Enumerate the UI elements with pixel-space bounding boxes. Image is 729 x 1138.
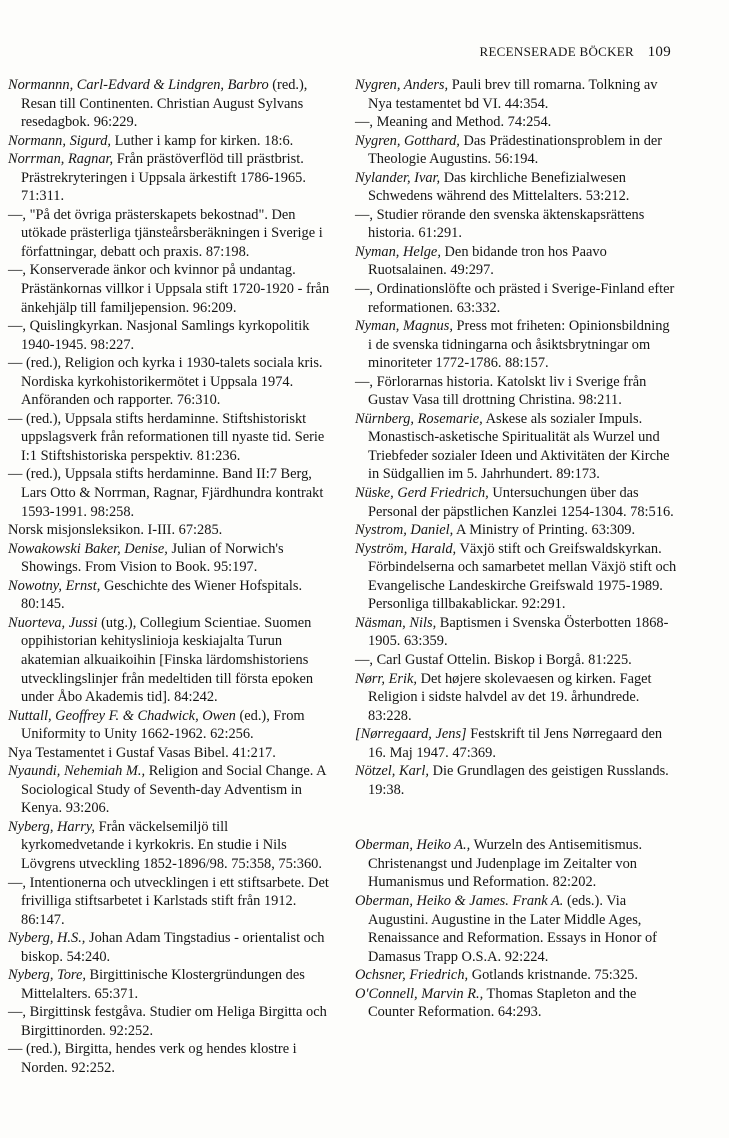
entry-author: Nuorteva, Jussi: [8, 614, 98, 631]
entry-author: O'Connell, Marvin R.,: [355, 985, 484, 1002]
bibliography-entry: [355, 132, 677, 169]
entry-author: Nowakowski Baker, Denise,: [8, 540, 168, 557]
entry-author: Oberman, Heiko & James. Frank A.: [355, 892, 564, 909]
entry-author: Nyberg, Tore,: [8, 967, 86, 984]
bibliography-entry: [8, 1040, 330, 1077]
page-number: 109: [647, 44, 671, 60]
bibliography-entry: [355, 169, 677, 206]
bibliography-entry: [355, 484, 677, 521]
entry-text: Julian of Norwich's Showings. From Vision to Book. 95:197.: [21, 540, 284, 576]
bibliography-entry: [355, 243, 677, 280]
bibliography-entry: [355, 206, 677, 243]
entry-author: [Nørregaard, Jens]: [355, 726, 467, 743]
entry-author: Nyberg, H.S.,: [8, 930, 86, 947]
bibliography-entry: [355, 725, 677, 762]
entry-text: Johan Adam Tingstadius - orientalist och biskop. 54:240.: [21, 930, 325, 965]
bibliography-entry: [8, 818, 330, 874]
bibliography-entry: [355, 651, 677, 670]
bibliography-entry: [8, 150, 330, 206]
entry-text: —, Intentionerna och utvecklingen i ett stiftsarbete. Det frivilliga stiftsarbetet i Karlstads stift från 1912. 86:147.: [8, 874, 329, 928]
entry-author: Nygren, Gotthard,: [355, 132, 460, 149]
entry-text: —, Meaning and Method. 74:254.: [355, 114, 552, 131]
entry-text: —, Ordinationslöfte och prästed i Sverige-Finland efter reformationen. 63:332.: [355, 281, 675, 316]
bibliography-entry: [355, 317, 677, 373]
bibliography-entry: [8, 929, 330, 966]
entry-text: —, Carl Gustaf Ottelin. Biskop i Borgå. 81:225.: [355, 651, 632, 668]
entry-author: Nyström, Harald,: [355, 540, 457, 557]
entry-author: Nötzel, Karl,: [355, 763, 429, 780]
bibliography-entry: [355, 892, 677, 966]
bibliography-entry: [8, 614, 330, 707]
entry-author: Nylander, Ivar,: [355, 169, 441, 186]
entry-text: Religion and Social Change. A Sociological Study of Seventh-day Adventism in Kenya. 93:206.: [21, 763, 326, 817]
bibliography-entry: [8, 577, 330, 614]
entry-author: Nyman, Helge,: [355, 243, 441, 260]
bibliography-entry: [355, 762, 677, 799]
entry-author: Norrman, Ragnar,: [8, 151, 114, 168]
bibliography-entry: [8, 707, 330, 744]
entry-author: Nystrom, Daniel,: [355, 522, 454, 539]
entry-author: Nürnberg, Rosemarie,: [355, 410, 483, 427]
bibliography-entry: [355, 966, 677, 985]
bibliography-entry: [355, 373, 677, 410]
entry-author: Normann, Sigurd,: [8, 132, 112, 149]
entry-author: Nygren, Anders,: [355, 77, 449, 93]
bibliography-entry: [355, 670, 677, 726]
entry-author: Nyman, Magnus,: [355, 318, 453, 335]
entry-author: Näsman, Nils,: [355, 614, 437, 631]
entry-text: Untersuchungen über das Personal der päpstlichen Kanzlei 1254-1304. 78:516.: [368, 485, 674, 520]
entry-author: Normannn, Carl-Edvard & Lindgren, Barbro: [8, 77, 269, 93]
entry-text: —, Konserverade änkor och kvinnor på undantag. Prästänkornas villkor i Uppsala stift 1720-1920 - från änkehjälp till familjepension. 96:209.: [8, 262, 330, 316]
entry-author: Ochsner, Friedrich,: [355, 967, 469, 984]
bibliography-entry: [8, 317, 330, 354]
entry-text: — (red.), Uppsala stifts herdaminne. Band II:7 Berg, Lars Otto & Norrman, Ragnar, Fjärdhundra kontrakt 1593-1991. 98:258.: [8, 466, 324, 520]
bibliography-entry: [355, 836, 677, 892]
entry-text: Från prästöverflöd till prästbrist. Prästrekryteringen i Uppsala ärkestift 1786-1965. 71:311.: [21, 151, 306, 205]
bibliography-entry: [355, 614, 677, 651]
entry-text: —, Quislingkyrkan. Nasjonal Samlings kyrkopolitik 1940-1945. 98:227.: [8, 318, 310, 353]
entry-text: Das Prädestinationsproblem in der Theologie Augustins. 56:194.: [368, 132, 663, 168]
entry-text: Das kirchliche Benefizialwesen Schwedens während des Mittelalters. 53:212.: [368, 169, 630, 205]
bibliography-entry: [8, 261, 330, 317]
bibliography-entry: [8, 132, 330, 151]
entry-text: — (red.), Birgitta, hendes verk og hendes klostre i Norden. 92:252.: [8, 1041, 297, 1076]
bibliography-entry: [8, 762, 330, 818]
entry-text: (ed.), From Uniformity to Unity 1662-1962. 62:256.: [21, 707, 305, 743]
entry-text: Askese als sozialer Impuls. Monastisch-asketische Spiritualität als Wurzel und Triebfeder sozialer Ideen und Aktivitäten der Kirche in Südgallien im 5. Jahrhundert. 89:173.: [368, 410, 670, 483]
bibliography-entry: [8, 206, 330, 262]
entry-author: Oberman, Heiko A.,: [355, 837, 471, 854]
entry-text: Press mot friheten: Opinionsbildning i de svenska tidningarna och åsiktsbrytningar om minoriteter 1772-1786. 88:157.: [368, 318, 670, 372]
entry-author: Nowotny, Ernst,: [8, 577, 101, 594]
entry-text: Gotlands kristnande. 75:325.: [468, 967, 638, 984]
entry-author: Nørr, Erik,: [355, 670, 417, 687]
bibliography-entry: [355, 985, 677, 1022]
entry-text: A Ministry of Printing. 63:309.: [453, 522, 636, 539]
bibliography-entry: [355, 280, 677, 317]
bibliography-entry: [8, 744, 330, 763]
entry-text: Festskrift til Jens Nørregaard den 16. Maj 1947. 47:369.: [368, 726, 663, 761]
entry-text: —, Studier rörande den svenska äktenskapsrättens historia. 61:291.: [355, 206, 645, 242]
entry-text: Baptismen i Svenska Österbotten 1868-1905. 63:359.: [368, 614, 669, 650]
entry-text: — (red.), Religion och kyrka i 1930-talets sociala kris. Nordiska kyrkohistorikermötet i Uppsala 1974. Anföranden och rapporter. 76:310.: [8, 355, 323, 409]
entry-author: Nyberg, Harry,: [8, 818, 96, 835]
entry-text: Nya Testamentet i Gustaf Vasas Bibel. 41:217.: [8, 744, 276, 761]
bibliography-entry: [8, 540, 330, 577]
entry-text: Det højere skolevaesen og kirken. Faget Religion i sidste halvdel av det 19. århundrede. 83:228.: [368, 670, 652, 724]
entry-author: Nüske, Gerd Friedrich,: [355, 485, 489, 502]
page-header: [479, 44, 671, 61]
bibliography-entry: [355, 410, 677, 484]
entry-text: Geschichte des Wiener Hofspitals. 80:145.: [21, 577, 303, 613]
entry-text: Birgittinische Klostergründungen des Mittelalters. 65:371.: [21, 967, 305, 1002]
bibliography-entry: [8, 966, 330, 1003]
entry-text: Den bidande tron hos Paavo Ruotsalainen. 49:297.: [368, 243, 607, 279]
left-column: [8, 76, 330, 1078]
entry-text: (red.), Resan till Continenten. Christian August Sylvans resedagbok. 96:229.: [21, 77, 308, 131]
entry-text: — (red.), Uppsala stifts herdaminne. Stiftshistoriskt uppslagsverk från reformationen till nyaste tid. Serie I:1 Stiftshistoriska perspektiv. 81:236.: [8, 410, 325, 464]
entry-text: Thomas Stapleton and the Counter Reformation. 64:293.: [368, 985, 637, 1021]
entry-text: Wurzeln des Antisemitismus. Christenangst und Judenplage im Zeitalter von Humanismus und Reformation. 82:202.: [368, 837, 643, 891]
o-entries: [355, 836, 677, 1021]
entry-text: Die Grundlagen des geistigen Russlands. 19:38.: [368, 763, 669, 798]
bibliography-entry: [355, 540, 677, 614]
bibliography-entry: [8, 521, 330, 540]
bibliography-entry: [8, 1003, 330, 1040]
bibliography-entry: [8, 354, 330, 410]
entry-author: Nyaundi, Nehemiah M.,: [8, 763, 146, 780]
entry-text: (eds.). Via Augustini. Augustine in the Later Middle Ages, Renaissance and Reformation. Essays in Honor of Damasus Trapp O.S.A. 92:224.: [368, 892, 657, 965]
right-column: [355, 76, 677, 1022]
bibliography-entry: [8, 76, 330, 132]
entry-text: (utg.), Collegium Scientiae. Suomen oppihistorian kehitysliniojа keskiajalta Turun akatemian alkuaikoihin [Finska lärdomshistoriens utvecklingslinjer från medeltiden till första epoken under Åbo Akademis tid]. 84:242.: [21, 614, 314, 706]
bibliography-entry: [8, 465, 330, 521]
bibliography-entry: [355, 113, 677, 132]
entry-text: Från väckelsemiljö till kyrkomedvetande i kyrkokris. En studie i Nils Lövgrens utveckling 1852-1896/98. 75:358, 75:360.: [21, 818, 322, 872]
entry-author: Nuttall, Geoffrey F. & Chadwick, Owen: [8, 707, 236, 724]
entry-text: —, Förlorarnas historia. Katolskt liv i Sverige från Gustav Vasa till drottning Christina. 98:211.: [355, 373, 647, 409]
bibliography-entry: [355, 76, 677, 113]
running-title: RECENSERADE BÖCKER: [479, 44, 635, 59]
entry-text: —, Birgittinsk festgåva. Studier om Heliga Birgitta och Birgittinorden. 92:252.: [8, 1004, 327, 1039]
entry-text: Luther i kamp for kirken. 18:6.: [111, 132, 294, 149]
entry-text: Växjö stift och Greifswaldskyrkan. Förbindelserna och samarbetet mellan Växjö stift och Evangelische Landeskirche Greifswald 1975-1989. Personliga tillbakablickar. 92:291.: [368, 540, 677, 613]
entry-text: Norsk misjonsleksikon. I-III. 67:285.: [8, 522, 223, 539]
bibliography-entry: [355, 521, 677, 540]
n-entries: [355, 76, 677, 799]
entry-text: —, "På det övriga prästerskapets bekostnad". Den utökade prästerliga tjänsteårsberäkningen i Sverige i författningar, debatt och praxis. 87:198.: [8, 206, 323, 260]
section-gap: [355, 799, 677, 836]
entry-text: Pauli brev till romarna. Tolkning av Nya testamentet bd VI. 44:354.: [368, 77, 658, 112]
bibliography-entry: [8, 410, 330, 466]
bibliography-entry: [8, 874, 330, 930]
